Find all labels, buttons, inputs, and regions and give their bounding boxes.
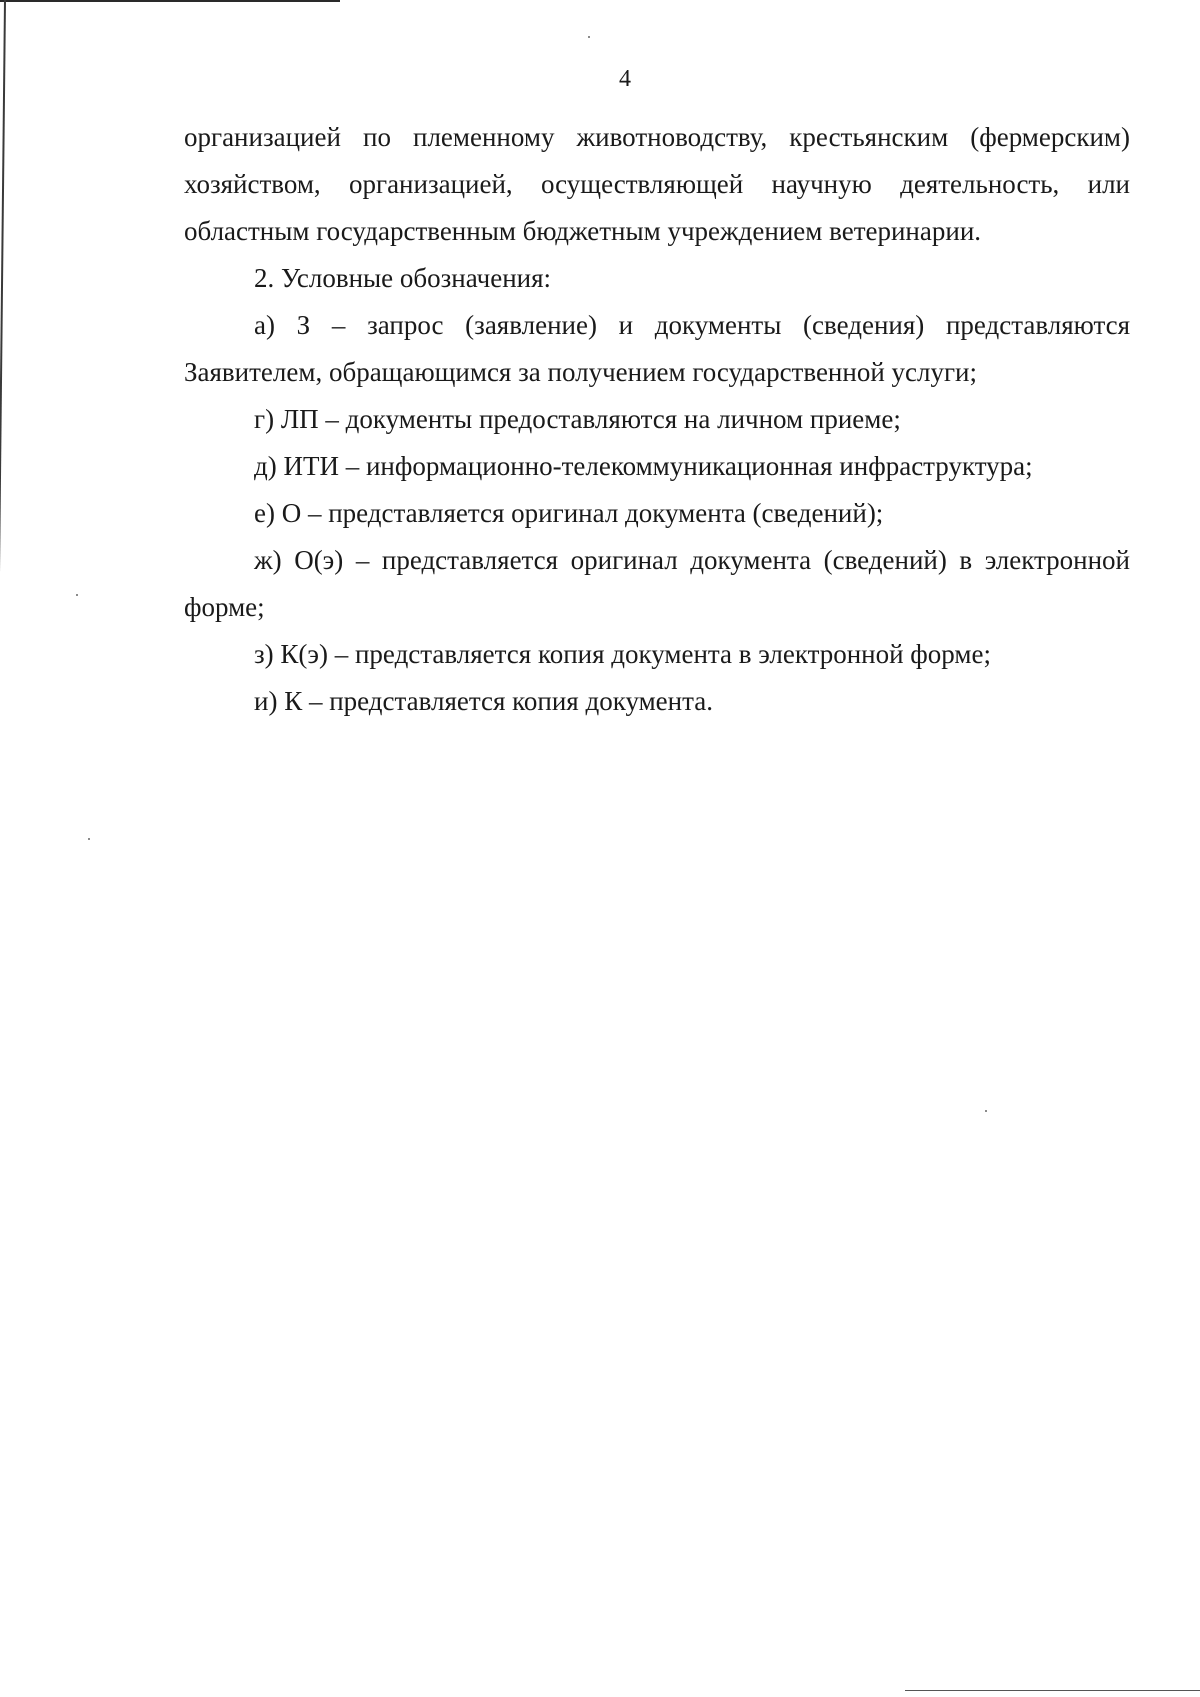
legend-item-e: е) О – представляется оригинал документа (сведений); [254, 498, 884, 528]
scan-speck [88, 838, 90, 840]
document-body [184, 114, 1130, 725]
legend-item-d: д) ИТИ – информационно-телекоммуникационная инфраструктура; [254, 451, 1033, 481]
legend-item-z: з) К(э) – представляется копия документа в электронной форме; [254, 639, 991, 669]
scan-edge-top [0, 0, 340, 2]
legend-item-i: и) К – представляется копия документа. [254, 686, 713, 716]
continuation-paragraph: организацией по племенному животноводству, крестьянским (фермерским) хозяйством, организацией, осуществляющей научную деятельность, или областным государственным бюджетным учреждением ветеринарии. [184, 122, 1130, 246]
scan-speck [76, 594, 78, 596]
section-heading: 2. Условные обозначения: [254, 263, 552, 293]
scan-edge-bottom [905, 1690, 1200, 1691]
legend-item-g: г) ЛП – документы предоставляются на личном приеме; [254, 404, 901, 434]
page-number: 4 [619, 66, 631, 92]
scan-edge-left [0, 0, 6, 1697]
scan-speck [588, 36, 590, 38]
scan-speck [985, 1110, 987, 1112]
legend-item-a: а) З – запрос (заявление) и документы (сведения) представляются Заявителем, обращающимся за получением государственной услуги; [184, 310, 1130, 387]
legend-item-zh: ж) О(э) – представляется оригинал документа (сведений) в электронной форме; [184, 545, 1130, 622]
